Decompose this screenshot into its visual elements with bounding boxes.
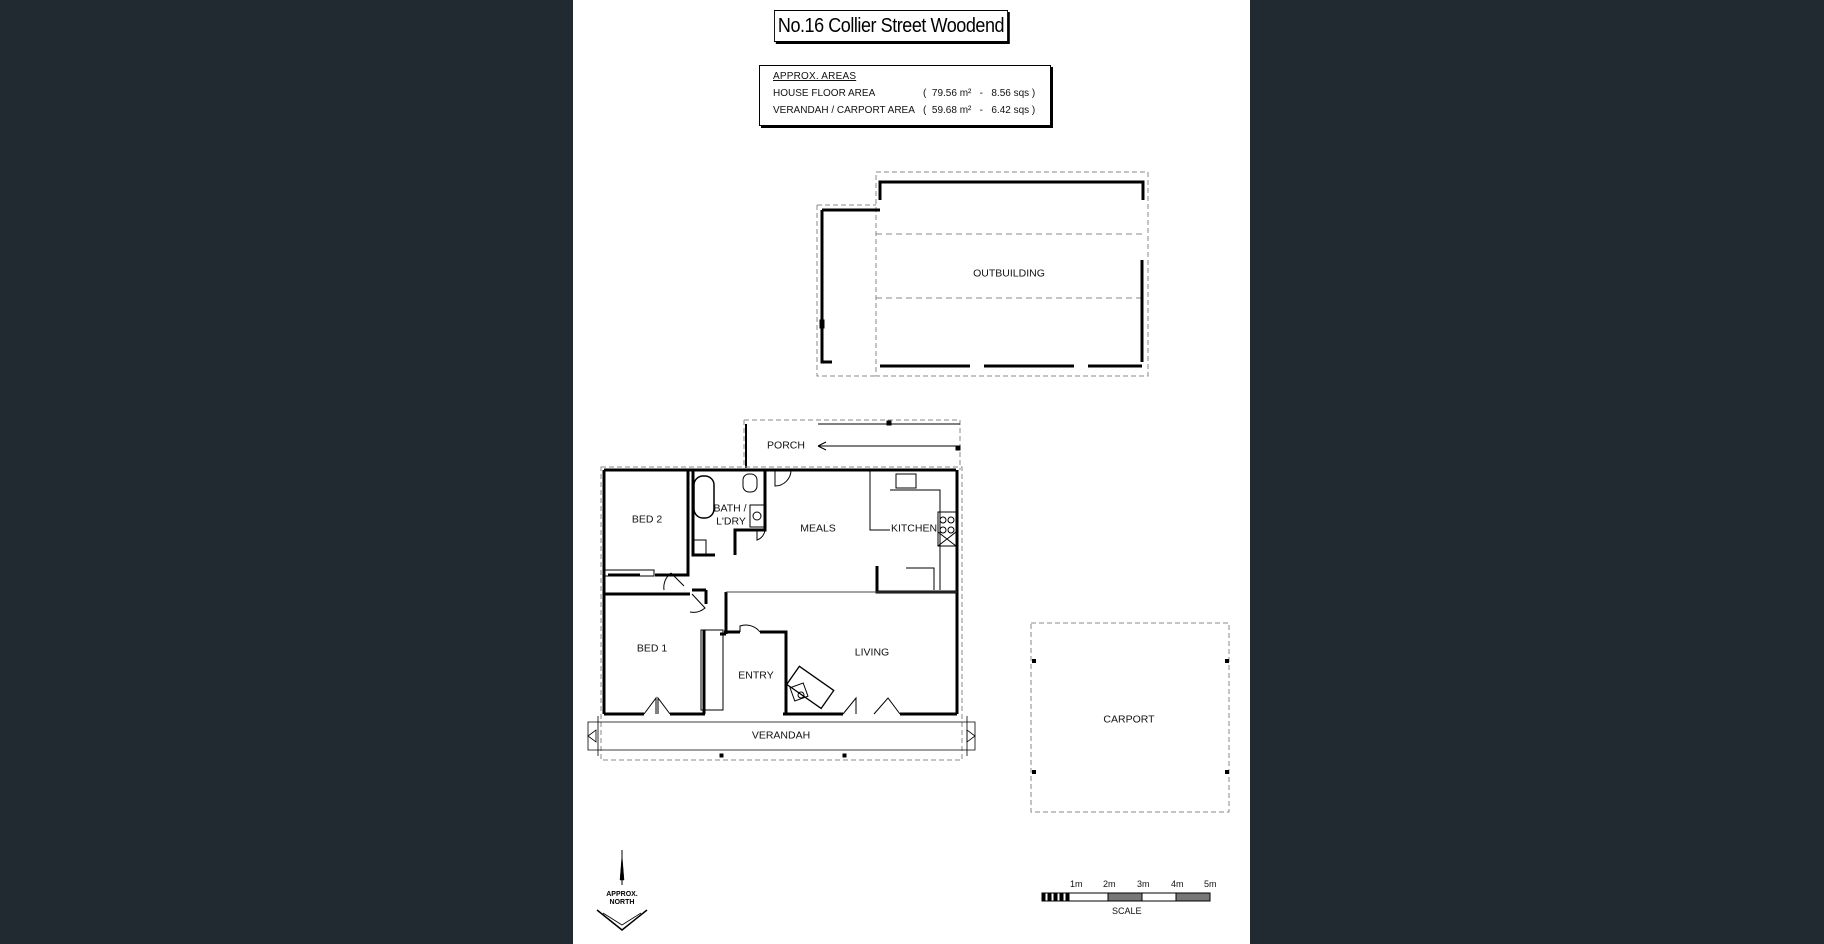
area-label: HOUSE FLOOR AREA xyxy=(773,88,876,99)
areas-table xyxy=(759,65,1051,126)
scale-tick-label: 2m xyxy=(1103,879,1116,889)
areas-heading: APPROX. AREAS xyxy=(773,71,857,82)
area-value: ( 79.56 m² - 8.56 sqs ) xyxy=(923,88,1036,99)
room-label-porch: PORCH xyxy=(767,439,805,452)
room-label-living: LIVING xyxy=(854,646,890,659)
room-label-carport: CARPORT xyxy=(1103,713,1155,726)
area-value: ( 59.68 m² - 6.42 sqs ) xyxy=(923,105,1036,116)
room-label-outbuilding: OUTBUILDING xyxy=(973,267,1045,280)
room-label-entry: ENTRY xyxy=(738,669,774,682)
scale-bar xyxy=(1042,893,1210,901)
house-plan xyxy=(588,467,975,760)
scale-tick-label: 1m xyxy=(1070,879,1083,889)
scale-tick-label: 3m xyxy=(1137,879,1150,889)
room-label-laundry: L'DRY xyxy=(716,515,746,528)
scale-tick-label: 4m xyxy=(1171,879,1184,889)
area-label: VERANDAH / CARPORT AREA xyxy=(773,105,915,116)
room-label-bed2: BED 2 xyxy=(631,513,663,526)
room-label-verandah: VERANDAH xyxy=(751,729,811,742)
room-label-kitchen: KITCHEN xyxy=(890,522,938,535)
room-label-meals: MEALS xyxy=(800,522,836,535)
north-label-line2: NORTH xyxy=(609,899,635,906)
scale-tick-label: 5m xyxy=(1204,879,1217,889)
north-arrow-label xyxy=(606,891,638,907)
plan-title: No.16 Collier Street Woodend xyxy=(774,10,1008,42)
north-label-line1: APPROX. xyxy=(606,891,638,898)
room-label-bath: BATH / xyxy=(713,502,747,515)
room-label-bed1: BED 1 xyxy=(636,642,668,655)
scale-label: SCALE xyxy=(1112,906,1142,916)
north-arrow-icon xyxy=(597,850,647,930)
